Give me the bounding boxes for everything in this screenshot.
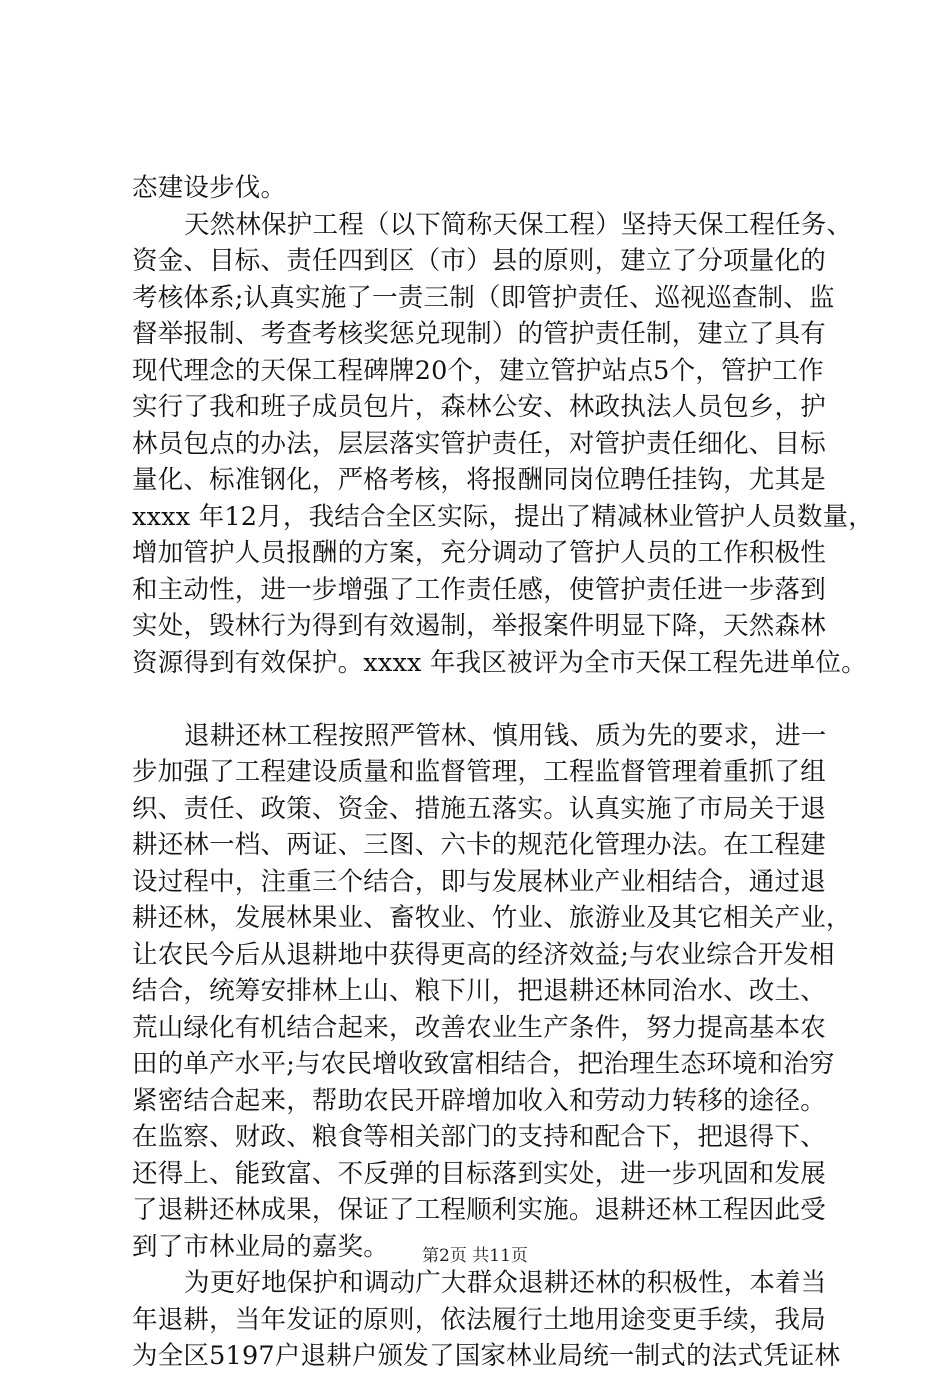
text-line: 耕还林，发展林果业、畜牧业、竹业、旅游业及其它相关产业，	[132, 903, 852, 933]
text-line: 到了市林业局的嘉奖。	[132, 1231, 390, 1262]
text-line: 资源得到有效保护。xxxx 年我区被评为全市天保工程先进单位。	[132, 647, 867, 678]
text-line: xxxx 年12月，我结合全区实际，提出了精减林业管护人员数量，	[132, 501, 874, 532]
text-line: 实行了我和班子成员包片，森林公安、林政执法人员包乡，护	[132, 392, 826, 422]
text-line: 林员包点的办法，层层落实管护责任，对管护责任细化、目标	[132, 428, 826, 459]
text-line: 荒山绿化有机结合起来，改善农业生产条件，努力提高基本农	[132, 1012, 826, 1043]
text-line: 为全区5197户退耕户颁发了国家林业局统一制式的法式凭证林	[132, 1341, 841, 1371]
text-line: 为更好地保护和调动广大群众退耕还林的积极性，本着当	[184, 1268, 827, 1298]
text-line: 结合，统筹安排林上山、粮下川，把退耕还林同治水、改土、	[132, 976, 826, 1006]
document-body	[132, 170, 874, 1375]
text-line: 紧密结合起来，帮助农民开辟增加收入和劳动力转移的途径。	[132, 1085, 826, 1116]
text-line: 步加强了工程建设质量和监督管理，工程监督管理着重抓了组	[132, 757, 826, 787]
text-line: 现代理念的天保工程碑牌20个，建立管护站点5个，管护工作	[132, 355, 824, 386]
text-line: 了退耕还林成果，保证了工程顺利实施。退耕还林工程因此受	[132, 1195, 826, 1225]
text-line: 态建设步伐。	[132, 173, 287, 203]
text-line: 天然林保护工程（以下简称天保工程）坚持天保工程任务、	[184, 209, 853, 240]
text-line: 考核体系;认真实施了一责三制（即管护责任、巡视巡查制、监	[132, 282, 835, 313]
text-line: 量化、标准钢化，严格考核，将报酬同岗位聘任挂钩，尤其是	[132, 465, 826, 495]
text-line: 资金、目标、责任四到区（市）县的原则，建立了分项量化的	[132, 246, 826, 276]
text-line: 让农民今后从退耕地中获得更高的经济效益;与农业综合开发相	[132, 939, 835, 970]
page-footer	[0, 1244, 950, 1268]
blank-line	[132, 681, 842, 718]
text-line: 退耕还林工程按照严管林、慎用钱、质为先的要求，进一	[184, 720, 827, 751]
text-line: 年退耕，当年发证的原则，依法履行土地用途变更手续，我局	[132, 1304, 826, 1335]
text-line: 还得上、能致富、不反弹的目标落到实处，进一步巩固和发展	[132, 1158, 826, 1189]
text-line: 田的单产水平;与农民增收致富相结合，把治理生态环境和治穷	[132, 1049, 835, 1079]
text-line: 督举报制、考查考核奖惩兑现制）的管护责任制，建立了具有	[132, 319, 826, 349]
text-line: 设过程中，注重三个结合，即与发展林业产业相结合，通过退	[132, 866, 826, 897]
page-number-label: 第2页 共11页	[422, 1246, 528, 1266]
text-line: 实处，毁林行为得到有效遏制，举报案件明显下降，天然森林	[132, 611, 826, 641]
text-line: 织、责任、政策、资金、措施五落实。认真实施了市局关于退	[132, 793, 826, 824]
text-line: 增加管护人员报酬的方案，充分调动了管护人员的工作积极性	[132, 538, 826, 568]
text-line: 在监察、财政、粮食等相关部门的支持和配合下，把退得下、	[132, 1122, 826, 1152]
text-line: 和主动性，进一步增强了工作责任感，使管护责任进一步落到	[132, 574, 826, 605]
text-line: 耕还林一档、两证、三图、六卡的规范化管理办法。在工程建	[132, 830, 826, 860]
